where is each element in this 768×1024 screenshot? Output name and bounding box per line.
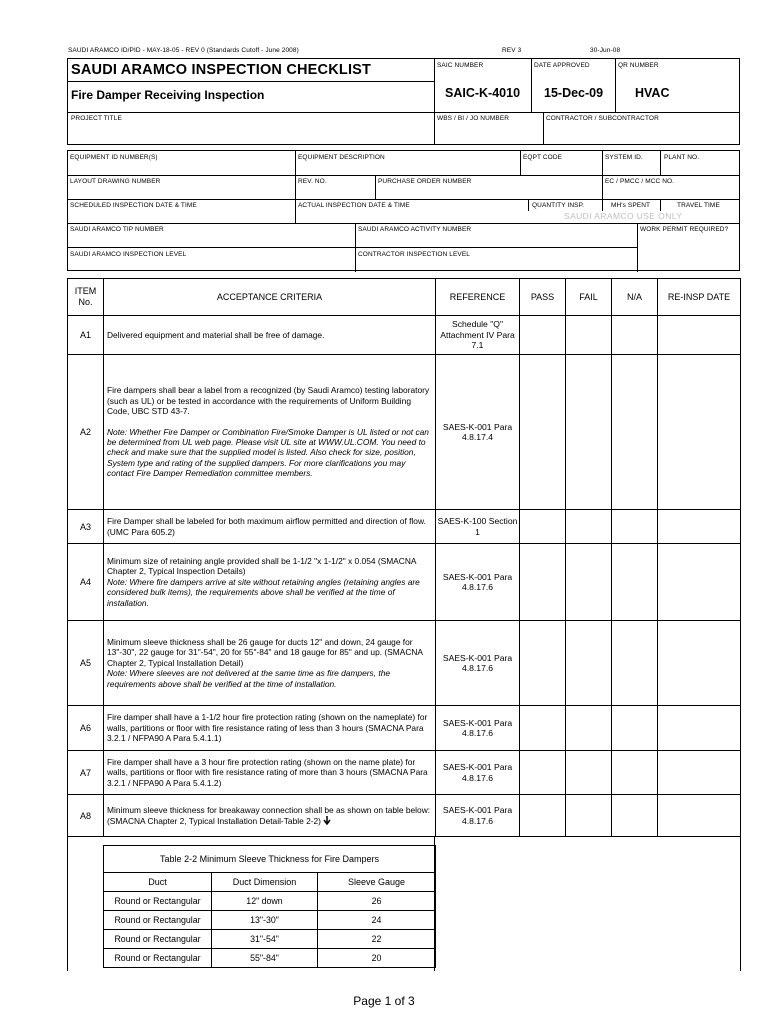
header-box <box>67 58 740 145</box>
reinsp-date-cell[interactable] <box>658 751 741 795</box>
criteria-cell <box>104 544 436 621</box>
equipment-description-label: EQUIPMENT DESCRIPTION <box>298 154 385 161</box>
duct-dimension: 12" down <box>212 892 318 911</box>
contractor-label: CONTRACTOR / SUBCONTRACTOR <box>546 115 659 122</box>
criteria-text: Minimum size of retaining angle provided shall be 1-1/2 "x 1-1/2" x 0.054 (SMACNA Chapter 2, Typical Inspection Details) <box>107 555 416 577</box>
plant-no-label: PLANT NO. <box>664 154 700 161</box>
criteria-cell <box>104 621 436 706</box>
item-number: A1 <box>68 316 104 355</box>
eqpt-code-label: EQPT CODE <box>523 154 563 161</box>
sa-inspection-level-label: SAUDI ARAMCO INSPECTION LEVEL <box>70 251 187 258</box>
criteria-text: Delivered equipment and material shall be free of damage. <box>104 316 436 355</box>
item-number: A7 <box>68 751 104 795</box>
duct-dimension: 55"-84" <box>212 949 318 968</box>
table-row <box>68 751 741 795</box>
date-approved-label: DATE APPROVED <box>534 62 590 69</box>
contractor-inspection-level-label: CONTRACTOR INSPECTION LEVEL <box>358 251 471 258</box>
item-number: A2 <box>68 355 104 510</box>
reinsp-date-cell[interactable] <box>658 355 741 510</box>
reference-text: SAES-K-001 Para 4.8.17.6 <box>436 751 520 795</box>
reference-text: SAES-K-001 Para 4.8.17.6 <box>436 544 520 621</box>
sleeve-table-title: Table 2-2 Minimum Sleeve Thickness for Fire Dampers <box>104 846 436 873</box>
pass-cell[interactable] <box>520 795 566 837</box>
quantity-inspected-label: QUANTITY INSP. <box>532 202 585 209</box>
item-number: A4 <box>68 544 104 621</box>
saudi-aramco-use-only: SAUDI ARAMCO USE ONLY <box>564 211 683 221</box>
system-id-label: SYSTEM ID. <box>605 154 643 161</box>
na-cell[interactable] <box>612 621 658 706</box>
na-cell[interactable] <box>612 355 658 510</box>
na-cell[interactable] <box>612 316 658 355</box>
travel-time-label: TRAVEL TIME <box>677 202 720 209</box>
qr-number-value: HVAC <box>635 86 670 100</box>
pass-cell[interactable] <box>520 751 566 795</box>
table-row <box>104 949 436 968</box>
item-number: A6 <box>68 706 104 751</box>
date-approved-value: 15-Dec-09 <box>544 86 604 100</box>
reinsp-date-cell[interactable] <box>658 706 741 751</box>
table-row <box>68 544 741 621</box>
sa-activity-number-label: SAUDI ARAMCO ACTIVITY NUMBER <box>358 226 472 233</box>
criteria-text: Fire dampers shall bear a label from a recognized (by Saudi Aramco) testing laboratory (such as UL) or be tested in accordance with the requirements of Uniform Building Code, UBC STD 43-7. <box>107 385 430 417</box>
continuation-line-right <box>740 836 741 971</box>
criteria-note: Note: Whether Fire Damper or Combination Fire/Smoke Damper is UL listed or not can be determined from UL web page. Please visit UL site at WWW.UL.COM. You need to check and make sure that the supplied model is listed. Also check for size, position, System type and rating of the supplied dampers. For more clarifications you may contact Fire Damper Remediation committee members. <box>107 426 429 479</box>
fail-cell[interactable] <box>566 355 612 510</box>
reinsp-date-cell[interactable] <box>658 621 741 706</box>
reinsp-date-cell[interactable] <box>658 544 741 621</box>
item-number: A5 <box>68 621 104 706</box>
duct-type: Round or Rectangular <box>104 911 212 930</box>
table-row <box>68 795 741 837</box>
pass-cell[interactable] <box>520 510 566 544</box>
pass-cell[interactable] <box>520 706 566 751</box>
reinsp-date-cell[interactable] <box>658 316 741 355</box>
table-row <box>68 621 741 706</box>
checklist-table <box>67 278 741 837</box>
criteria-text: Minimum sleeve thickness shall be 26 gauge for ducts 12" and down, 24 gauge for 13"-30", 22 gauge for 31"-54", 20 for 55"-84" and 18 gauge for 85" and up. (SMACNA Chapter 2, Typical Installation Detail) <box>107 636 423 668</box>
reinsp-date-cell[interactable] <box>658 795 741 837</box>
na-cell[interactable] <box>612 510 658 544</box>
revision: REV 3 <box>502 47 522 54</box>
rev-no-label: REV. NO. <box>298 178 327 185</box>
item-number: A3 <box>68 510 104 544</box>
header-reinsp-date: RE-INSP DATE <box>658 279 741 316</box>
reference-text: SAES-K-001 Para 4.8.17.6 <box>436 795 520 837</box>
scheduled-inspection-label: SCHEDULED INSPECTION DATE & TIME <box>70 202 197 209</box>
criteria-cell <box>104 355 436 510</box>
sleeve-gauge: 24 <box>318 911 436 930</box>
pass-cell[interactable] <box>520 355 566 510</box>
na-cell[interactable] <box>612 751 658 795</box>
na-cell[interactable] <box>612 706 658 751</box>
criteria-text: Fire damper shall have a 1-1/2 hour fire protection rating (shown on the nameplate) for walls, partitions or floor with fire resistance rating of less than 3 hours (SMACNA Para 3.2.1 / NFPA90 A Para 5.4.1.1) <box>104 706 436 751</box>
qr-number-label: QR NUMBER <box>618 62 659 69</box>
ec-pmcc-label: EC / PMCC / MCC NO. <box>605 178 675 185</box>
checklist-subtitle: Fire Damper Receiving Inspection <box>71 88 265 102</box>
duct-type: Round or Rectangular <box>104 892 212 911</box>
duct-dimension: 31"-54" <box>212 930 318 949</box>
continuation-line-left <box>67 836 68 971</box>
criteria-cell <box>104 795 436 837</box>
header-pass: PASS <box>520 279 566 316</box>
sleeve-header-gauge: Sleeve Gauge <box>318 873 436 892</box>
duct-type: Round or Rectangular <box>104 930 212 949</box>
fail-cell[interactable] <box>566 795 612 837</box>
header-reference: REFERENCE <box>436 279 520 316</box>
criteria-text: Fire damper shall have a 3 hour fire protection rating (shown on the name plate) for walls, partitions or floor with fire resistance rating of more than 3 hours (SMACNA Para 3.2.1 / NFPA90 A Para 5.4.1.2) <box>104 751 436 795</box>
duct-dimension: 13"-30" <box>212 911 318 930</box>
table-row <box>68 355 741 510</box>
sleeve-gauge: 26 <box>318 892 436 911</box>
pass-cell[interactable] <box>520 621 566 706</box>
wbs-label: WBS / BI / JO NUMBER <box>437 115 510 122</box>
revision-date: 30-Jun-08 <box>590 47 621 54</box>
criteria-text: Fire Damper shall be labeled for both maximum airflow permitted and direction of flow. (UMC Para 605.2) <box>104 510 436 544</box>
fields-box <box>67 150 740 271</box>
work-permit-label: WORK PERMIT REQUIRED? <box>640 226 729 233</box>
item-number: A8 <box>68 795 104 837</box>
reference-text: Schedule "Q" Attachment IV Para 7.1 <box>436 316 520 355</box>
fail-cell[interactable] <box>566 544 612 621</box>
document-id: SAUDI ARAMCO ID/PID - MAY-18-05 - REV 0 (Standards Cutoff - June 2008) <box>68 47 299 54</box>
na-cell[interactable] <box>612 544 658 621</box>
saic-number-value: SAIC-K-4010 <box>445 86 521 100</box>
sleeve-header-duct: Duct <box>104 873 212 892</box>
mh-spent-label: MH's SPENT <box>611 202 651 209</box>
actual-inspection-label: ACTUAL INSPECTION DATE & TIME <box>298 202 410 209</box>
fail-cell[interactable] <box>566 621 612 706</box>
page-number: Page 1 of 3 <box>353 994 415 1008</box>
fail-cell[interactable] <box>566 510 612 544</box>
header-acceptance-criteria: ACCEPTANCE CRITERIA <box>104 279 436 316</box>
pass-cell[interactable] <box>520 544 566 621</box>
fail-cell[interactable] <box>566 751 612 795</box>
table-row <box>104 930 436 949</box>
fail-cell[interactable] <box>566 316 612 355</box>
sleeve-thickness-table <box>103 845 436 968</box>
reinsp-date-cell[interactable] <box>658 510 741 544</box>
table-row <box>68 316 741 355</box>
header-na: N/A <box>612 279 658 316</box>
header-item-no: ITEM No. <box>68 279 104 316</box>
reference-text: SAES-K-001 Para 4.8.17.6 <box>436 621 520 706</box>
criteria-note: Note: Where sleeves are not delivered at the same time as fire dampers, the requirements above shall be verified at the time of installation. <box>107 668 391 689</box>
reference-text: SAES-K-001 Para 4.8.17.4 <box>436 355 520 510</box>
sleeve-gauge: 22 <box>318 930 436 949</box>
na-cell[interactable] <box>612 795 658 837</box>
equipment-id-label: EQUIPMENT ID NUMBER(S) <box>70 154 158 161</box>
sleeve-header-dimension: Duct Dimension <box>212 873 318 892</box>
criteria-text: Minimum sleeve thickness for breakaway connection shall be as shown on table below: (SMACNA Chapter 2, Typical Installation Detail-Table 2-2) <box>107 805 431 826</box>
pass-cell[interactable] <box>520 316 566 355</box>
reference-text: SAES-K-001 Para 4.8.17.6 <box>436 706 520 751</box>
duct-type: Round or Rectangular <box>104 949 212 968</box>
purchase-order-label: PURCHASE ORDER NUMBER <box>378 178 472 185</box>
table-row <box>68 510 741 544</box>
reference-text: SAES-K-100 Section 1 <box>436 510 520 544</box>
header-fail: FAIL <box>566 279 612 316</box>
table-row <box>68 706 741 751</box>
criteria-note: Note: Where fire dampers arrive at site without retaining angles (retaining angles are considered bulk items), the requirements above shall be verified at the time of installation. <box>107 576 420 608</box>
arrow-down-icon <box>323 816 331 825</box>
sleeve-gauge: 20 <box>318 949 436 968</box>
saic-number-label: SAIC NUMBER <box>437 62 484 69</box>
table-row <box>104 892 436 911</box>
table-row <box>104 911 436 930</box>
project-title-label: PROJECT TITLE <box>71 115 122 122</box>
checklist-title: SAUDI ARAMCO INSPECTION CHECKLIST <box>71 62 372 78</box>
layout-drawing-label: LAYOUT DRAWING NUMBER <box>70 178 161 185</box>
sa-tip-number-label: SAUDI ARAMCO TIP NUMBER <box>70 226 164 233</box>
fail-cell[interactable] <box>566 706 612 751</box>
